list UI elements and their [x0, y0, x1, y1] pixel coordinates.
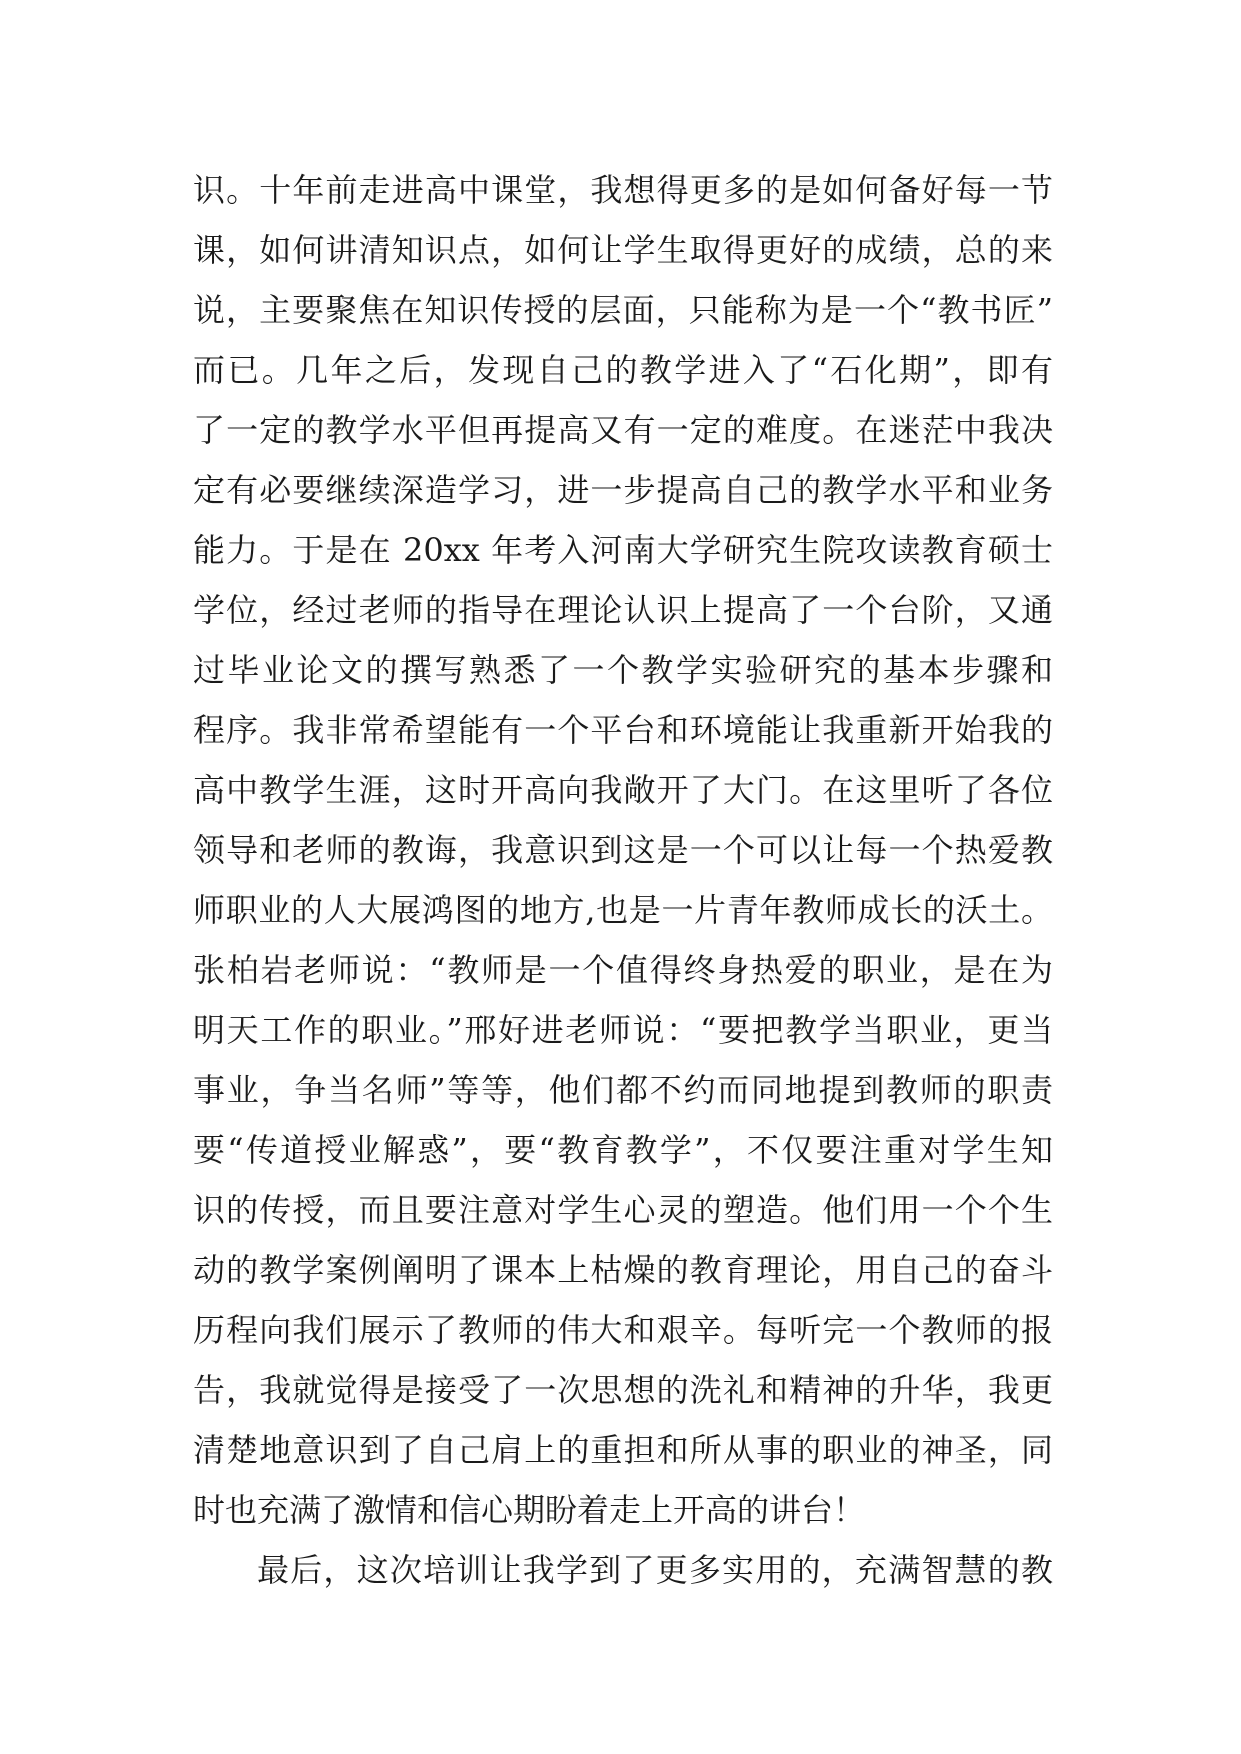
text-line: 识的传授，而且要注意对学生心灵的塑造。他们用一个个生 [193, 1191, 1053, 1229]
text-line: 学位，经过老师的指导在理论认识上提高了一个台阶，又通 [193, 591, 1053, 629]
text-line: 过毕业论文的撰写熟悉了一个教学实验研究的基本步骤和 [193, 651, 1053, 689]
text-line: 清楚地意识到了自己肩上的重担和所从事的职业的神圣，同 [193, 1431, 1053, 1469]
text-line: 而已。几年之后，发现自己的教学进入了“石化期”，即有 [193, 351, 1053, 389]
text-line: 说，主要聚焦在知识传授的层面，只能称为是一个“教书匠” [193, 291, 1053, 329]
text-line: 师职业的人大展鸿图的地方,也是一片青年教师成长的沃土。 [193, 891, 1053, 929]
text-line: 识。十年前走进高中课堂，我想得更多的是如何备好每一节 [193, 171, 1053, 209]
text-line: 告，我就觉得是接受了一次思想的洗礼和精神的升华，我更 [193, 1371, 1053, 1409]
text-line: 张柏岩老师说：“教师是一个值得终身热爱的职业，是在为 [193, 951, 1053, 989]
text-line: 程序。我非常希望能有一个平台和环境能让我重新开始我的 [193, 711, 1053, 749]
paragraph-start-line: 最后，这次培训让我学到了更多实用的，充满智慧的教 [257, 1551, 1053, 1589]
text-line: 要“传道授业解惑”，要“教育教学”，不仅要注重对学生知 [193, 1131, 1053, 1169]
text-line: 高中教学生涯，这时开高向我敞开了大门。在这里听了各位 [193, 771, 1053, 809]
body-text [193, 160, 1053, 1600]
text-line: 课，如何讲清知识点，如何让学生取得更好的成绩，总的来 [193, 231, 1053, 269]
text-line: 领导和老师的教诲，我意识到这是一个可以让每一个热爱教 [193, 831, 1053, 869]
text-line: 明天工作的职业。”邢好进老师说：“要把教学当职业，更当 [193, 1011, 1053, 1049]
paragraph-end-line: 时也充满了激情和信心期盼着走上开高的讲台！ [193, 1491, 866, 1529]
text-line: 了一定的教学水平但再提高又有一定的难度。在迷茫中我决 [193, 411, 1053, 449]
text-line: 动的教学案例阐明了课本上枯燥的教育理论，用自己的奋斗 [193, 1251, 1053, 1289]
text-line: 能力。于是在 20xx 年考入河南大学研究生院攻读教育硕士 [193, 531, 1053, 569]
text-line: 定有必要继续深造学习，进一步提高自己的教学水平和业务 [193, 471, 1053, 509]
text-line: 事业，争当名师”等等，他们都不约而同地提到教师的职责 [193, 1071, 1053, 1109]
text-line: 历程向我们展示了教师的伟大和艰辛。每听完一个教师的报 [193, 1311, 1053, 1349]
